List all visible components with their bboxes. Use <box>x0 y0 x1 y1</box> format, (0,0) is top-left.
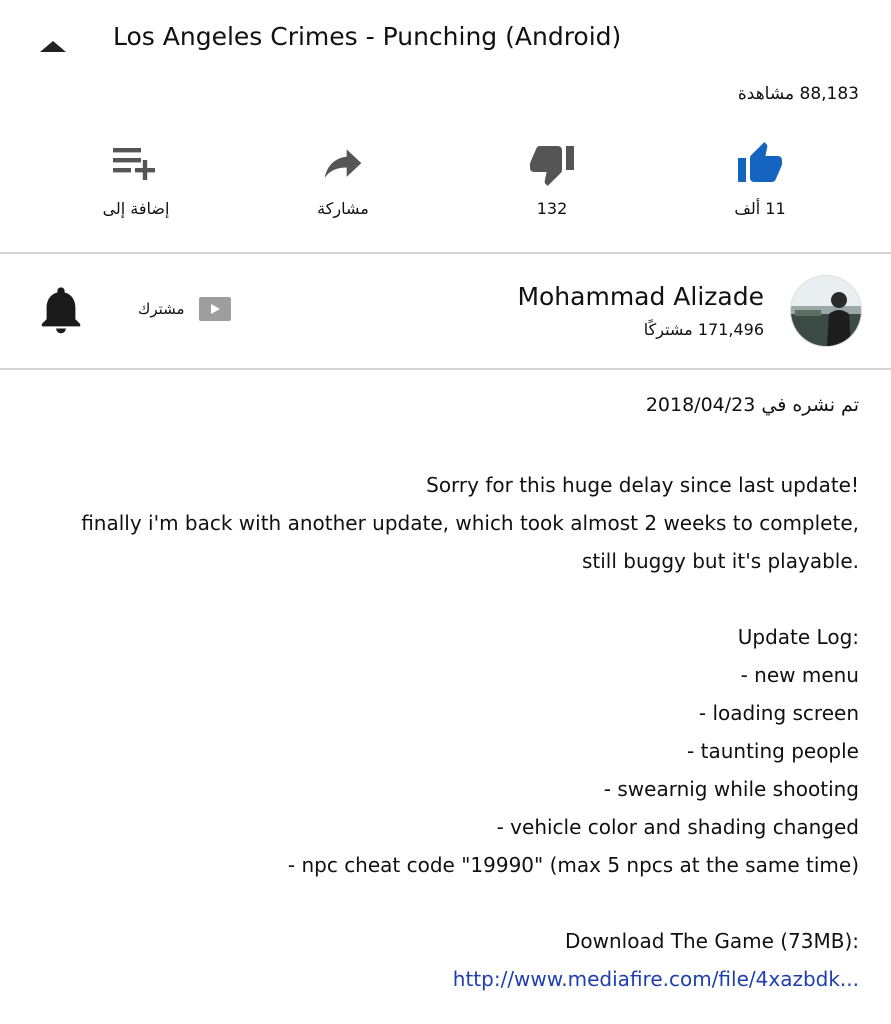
description-line: Download The Game (73MB): <box>565 929 859 953</box>
subscriber-count: 171,496 مشتركًا <box>643 320 764 339</box>
share-label: مشاركة <box>317 199 369 218</box>
download-link[interactable]: http://www.mediafire.com/file/4xazbdk... <box>452 967 859 991</box>
video-description <box>29 466 859 998</box>
add-to-label: إضافة إلى <box>102 199 170 218</box>
description-line: still buggy but it's playable. <box>581 549 859 573</box>
bell-icon[interactable] <box>40 287 82 335</box>
channel-name[interactable]: Mohammad Alizade <box>517 282 764 311</box>
description-line: Update Log: <box>737 625 859 649</box>
thumbs-down-icon <box>526 140 578 188</box>
play-icon <box>199 297 231 321</box>
description-line: Sorry for this huge delay since last update! <box>426 473 859 497</box>
subscribed-button[interactable] <box>138 297 231 321</box>
channel-avatar[interactable] <box>790 275 862 347</box>
subscribed-label: مشترك <box>138 300 185 318</box>
description-line: - swearnig while shooting <box>603 777 859 801</box>
divider <box>0 252 891 254</box>
playlist-add-icon <box>111 144 161 184</box>
description-line: - new menu <box>740 663 859 687</box>
description-line: - loading screen <box>698 701 859 725</box>
dislike-count: 132 <box>536 199 568 218</box>
like-count: 11 ألف <box>734 199 786 218</box>
add-to-playlist-button[interactable] <box>66 138 206 218</box>
description-line: - npc cheat code "19990" (max 5 npcs at the same time) <box>287 853 859 877</box>
description-line: - vehicle color and shading changed <box>496 815 859 839</box>
share-icon <box>317 142 369 186</box>
like-button[interactable] <box>690 138 830 218</box>
dislike-button[interactable] <box>482 138 622 218</box>
description-line <box>29 580 859 618</box>
video-title: Los Angeles Crimes - Punching (Android) <box>113 22 622 51</box>
share-button[interactable] <box>273 138 413 218</box>
publish-date: تم نشره في 2018/04/23 <box>645 394 859 416</box>
description-line: finally i'm back with another update, which took almost 2 weeks to complete, <box>81 511 859 535</box>
thumbs-up-icon <box>734 140 786 188</box>
description-line: - taunting people <box>687 739 859 763</box>
description-line <box>29 884 859 922</box>
view-count: 88,183 مشاهدة <box>737 84 859 104</box>
collapse-arrow-icon[interactable] <box>38 38 68 54</box>
divider <box>0 368 891 370</box>
